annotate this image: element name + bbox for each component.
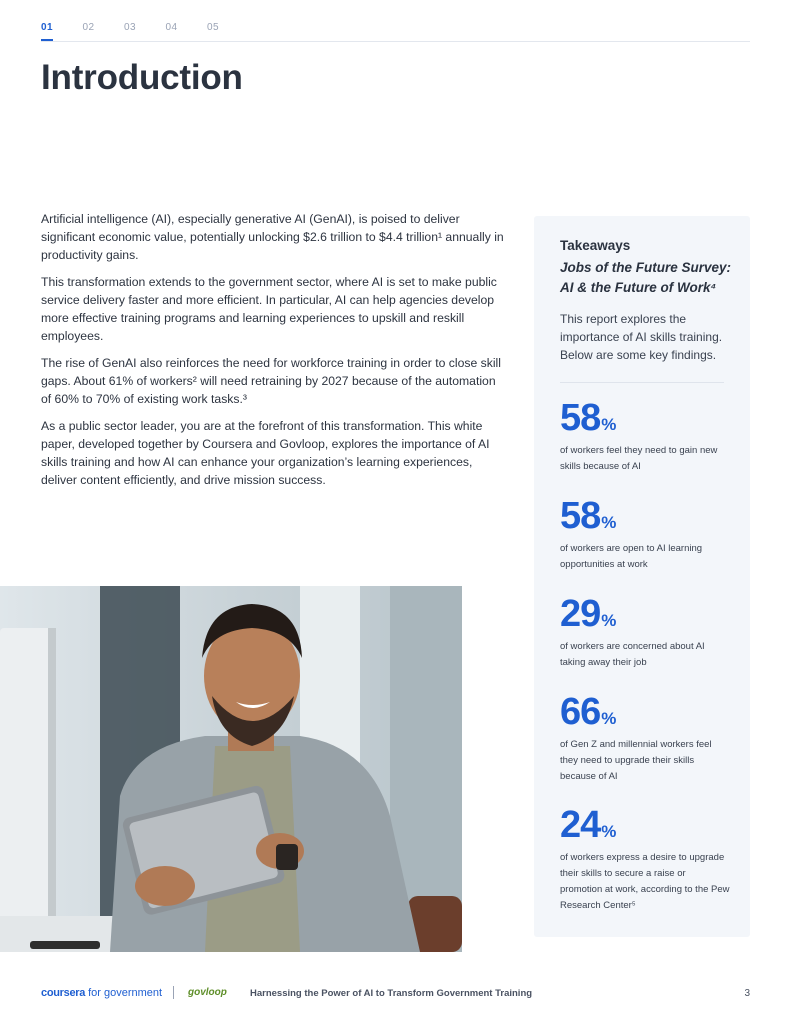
takeaways-divider — [560, 382, 724, 383]
intro-paragraph-2: This transformation extends to the government sector, where AI is set to make public service delivery faster and more efficient. In particular, AI can help agencies develop more effective training programs and learning experiences to upskill and reskill employees. — [41, 275, 497, 343]
coursera-logo — [41, 987, 162, 999]
stat-text: of workers are open to AI learning opportunities at work — [560, 543, 703, 570]
stat-item — [560, 497, 730, 573]
stat-text: of Gen Z and millennial workers feel they need to upgrade their skills because of AI — [560, 739, 712, 782]
stat-value: 24 — [560, 804, 601, 846]
takeaways-kicker: Takeaways — [560, 238, 631, 253]
tab-01[interactable]: 01 — [41, 20, 83, 40]
page-number: 3 — [744, 988, 750, 999]
document-title: Harnessing the Power of AI to Transform Government Training — [250, 988, 533, 999]
stat-unit: % — [601, 709, 617, 728]
page-footer — [41, 984, 750, 1004]
stat-text: of workers are concerned about AI taking away their job — [560, 641, 705, 668]
stat-value: 58 — [560, 495, 601, 537]
section-tabs — [41, 20, 249, 40]
takeaways-header — [560, 238, 740, 364]
stat-unit: % — [601, 415, 617, 434]
stat-item — [560, 595, 730, 671]
govloop-logo: govloop — [188, 987, 227, 998]
tab-05[interactable]: 05 — [207, 22, 220, 33]
stat-unit: % — [601, 513, 617, 532]
stat-unit: % — [601, 611, 617, 630]
intro-paragraph-4: As a public sector leader, you are at the forefront of this transformation. This white paper, developed together by Coursera and Govloop, explores the importance of AI skills training and how AI can enhance your organization’s learning experiences, deliver content efficiently, and drive mission success. — [41, 419, 490, 487]
tab-04[interactable]: 04 — [165, 22, 178, 33]
stat-item — [560, 693, 730, 785]
photo-man-with-tablet — [0, 586, 462, 952]
takeaways-panel — [534, 216, 750, 937]
stat-value: 29 — [560, 593, 601, 635]
tab-03[interactable]: 03 — [124, 22, 137, 33]
takeaways-description: This report explores the importance of AI skills training. Below are some key findings. — [560, 312, 723, 362]
intro-paragraph-1: Artificial intelligence (AI), especially generative AI (GenAI), is poised to deliver significant economic value, potentially unlocking $2.6 trillion to $4.4 trillion¹ annually in productivity gains. — [41, 212, 504, 262]
stat-unit: % — [601, 822, 617, 841]
brand-name: coursera — [41, 987, 86, 999]
brand-sub: for government — [88, 987, 163, 999]
intro-body — [41, 210, 509, 498]
stat-text: of workers feel they need to gain new skills because of AI — [560, 445, 718, 472]
takeaways-title: Jobs of the Future Survey: AI & the Future of Work⁴ — [560, 260, 732, 295]
stat-item — [560, 399, 730, 475]
header-divider — [41, 41, 750, 42]
footer-divider — [173, 986, 174, 999]
stat-item — [560, 806, 730, 914]
stat-value: 58 — [560, 397, 601, 439]
stat-text: of workers express a desire to upgrade their skills to secure a raise or promotion at work, according to the Pew Research Center⁵ — [560, 852, 730, 911]
stat-value: 66 — [560, 691, 601, 733]
page-title: Introduction — [41, 58, 243, 97]
intro-paragraph-3: The rise of GenAI also reinforces the need for workforce training in order to close skill gaps. About 61% of workers² will need retraining by 2027 because of the automation of 60% to 70% of existing work tasks.³ — [41, 356, 501, 406]
tab-02[interactable]: 02 — [82, 22, 95, 33]
